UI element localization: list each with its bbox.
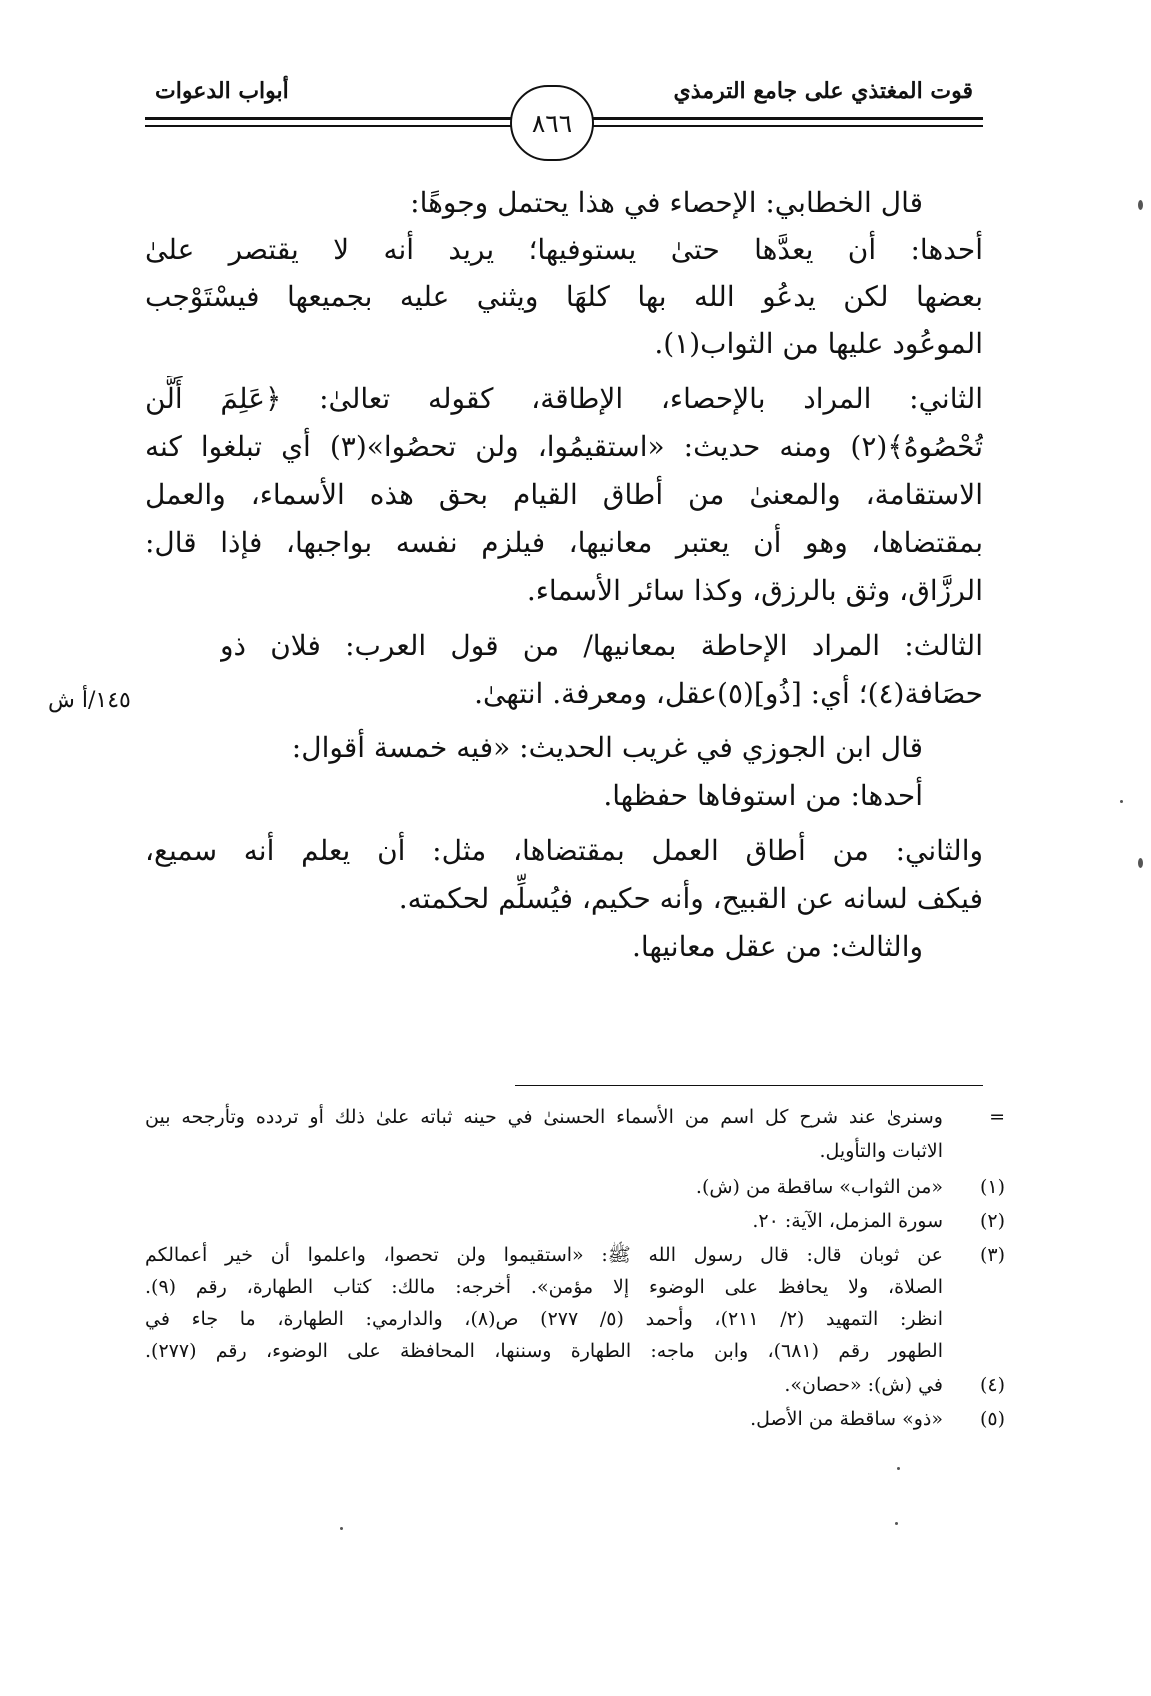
page-header [0,0,1151,180]
footnote-item-cont [145,1302,1005,1336]
footnote-item [145,1238,1005,1272]
footnote-continuation [145,1134,1005,1168]
text-line: والثالث: من عقل معانيها. [632,930,923,963]
text-line: بمقتضاها، وهو أن يعتبر معانيها، فيلزم نفسه بواجبها، فإذا قال: [145,526,983,559]
text-line: حصَافة(٤)؛ أي: [ذُو](٥)عقل، ومعرفة. انتهىٰ. [474,677,983,710]
footnote-item-cont [145,1334,1005,1368]
text-line: تُحْصُوهُ﴾(٢) ومنه حديث: «استقيمُوا، ولن تحصُوا»(٣) أي تبلغوا كنه [145,430,983,463]
text-line: الرزَّاق، وثق بالرزق، وكذا سائر الأسماء. [526,574,983,607]
footnote-number: (٤) [979,1374,1005,1396]
footnote-line: الاثبات والتأويل. [819,1140,943,1162]
section-title: أبواب الدعوات [155,78,289,104]
header-rule-right [588,117,983,120]
header-rule-left [145,117,517,120]
footnote-line: «من الثواب» ساقطة من (ش). [695,1176,943,1198]
margin-folio-note: ١٤٥/أ ش [48,688,131,713]
footnote-line: «ذو» ساقطة من الأصل. [750,1408,943,1430]
footnote-item [145,1204,1005,1238]
text-line: أحدها: من استوفاها حفظها. [603,779,923,812]
footnote-line: سورة المزمل، الآية: ٢٠. [752,1210,943,1232]
scan-speck [340,1527,343,1530]
footnote-item [145,1368,1005,1402]
footnote-number: (٥) [979,1408,1005,1430]
footnote-item [145,1170,1005,1204]
text-line: الموعُود عليها من الثواب(١). [654,327,983,360]
footnote-continuation [145,1100,1005,1134]
footnote-number: (١) [979,1176,1005,1198]
header-rule-right-thin [588,125,983,127]
scan-speck [897,1467,900,1470]
continuation-mark: = [989,1106,1005,1128]
footnote-line: وسنرىٰ عند شرح كل اسم من الأسماء الحسنىٰ في حينه ثباته علىٰ ذلك أو تردده وتأرجحه بين [145,1106,943,1128]
book-title: قوت المغتذي على جامع الترمذي [673,78,973,104]
text-line: الاستقامة، والمعنىٰ من أطاق القيام بحق هذه الأسماء، والعمل [145,478,983,511]
footnote-line: الصلاة، ولا يحافظ على الوضوء إلا مؤمن». أخرجه: مالك: كتاب الطهارة، رقم (٩). [145,1276,943,1298]
footnote-line: الطهور رقم (٦٨١)، وابن ماجه: الطهارة وسننها، المحافظة على الوضوء، رقم (٢٧٧). [145,1340,943,1362]
footnote-separator [515,1085,983,1086]
scan-speck [1120,800,1123,803]
footnote-line: انظر: التمهيد (٢/ ٢١١)، وأحمد (٥/ ٢٧٧) ص(٨)، والدارمي: الطهارة، ما جاء في [145,1308,943,1330]
text-line: فيكف لسانه عن القبيح، وأنه حكيم، فيُسلِّم لحكمته. [398,882,983,915]
text-line: الثالث: المراد الإحاطة بمعانيها/ من قول العرب: فلان ذو [220,629,983,662]
footnote-number: (٣) [979,1244,1005,1266]
scan-speck [1138,200,1143,210]
footnote-item [145,1402,1005,1436]
text-line: أحدها: أن يعدَّها حتىٰ يستوفيها؛ يريد أنه لا يقتصر علىٰ [145,233,983,266]
text-line: قال ابن الجوزي في غريب الحديث: «فيه خمسة أقوال: [291,731,923,764]
footnote-line: عن ثوبان قال: قال رسول الله ﷺ: «استقيموا ولن تحصوا، واعلموا أن خير أعمالكم [145,1244,943,1266]
text-line: والثاني: من أطاق العمل بمقتضاها، مثل: أن يعلم أنه سميع، [145,834,983,867]
footnote-number: (٢) [979,1210,1005,1232]
text-line: بعضها لكن يدعُو الله بها كلهَا ويثني عليه بجميعها فيسْتَوْجب [145,280,983,313]
scan-speck [1138,858,1143,868]
footnote-line: في (ش): «حصان». [784,1374,943,1396]
text-line: قال الخطابي: الإحصاء في هذا يحتمل وجوهًا: [410,186,923,219]
footnote-item-cont [145,1270,1005,1304]
text-line: الثاني: المراد بالإحصاء، الإطاقة، كقوله تعالىٰ: ﴿عَلِمَ أَلَّن [145,382,983,415]
scan-speck [895,1522,898,1525]
page-number: ٨٦٦ [510,85,594,161]
header-rule-left-thin [145,125,517,127]
